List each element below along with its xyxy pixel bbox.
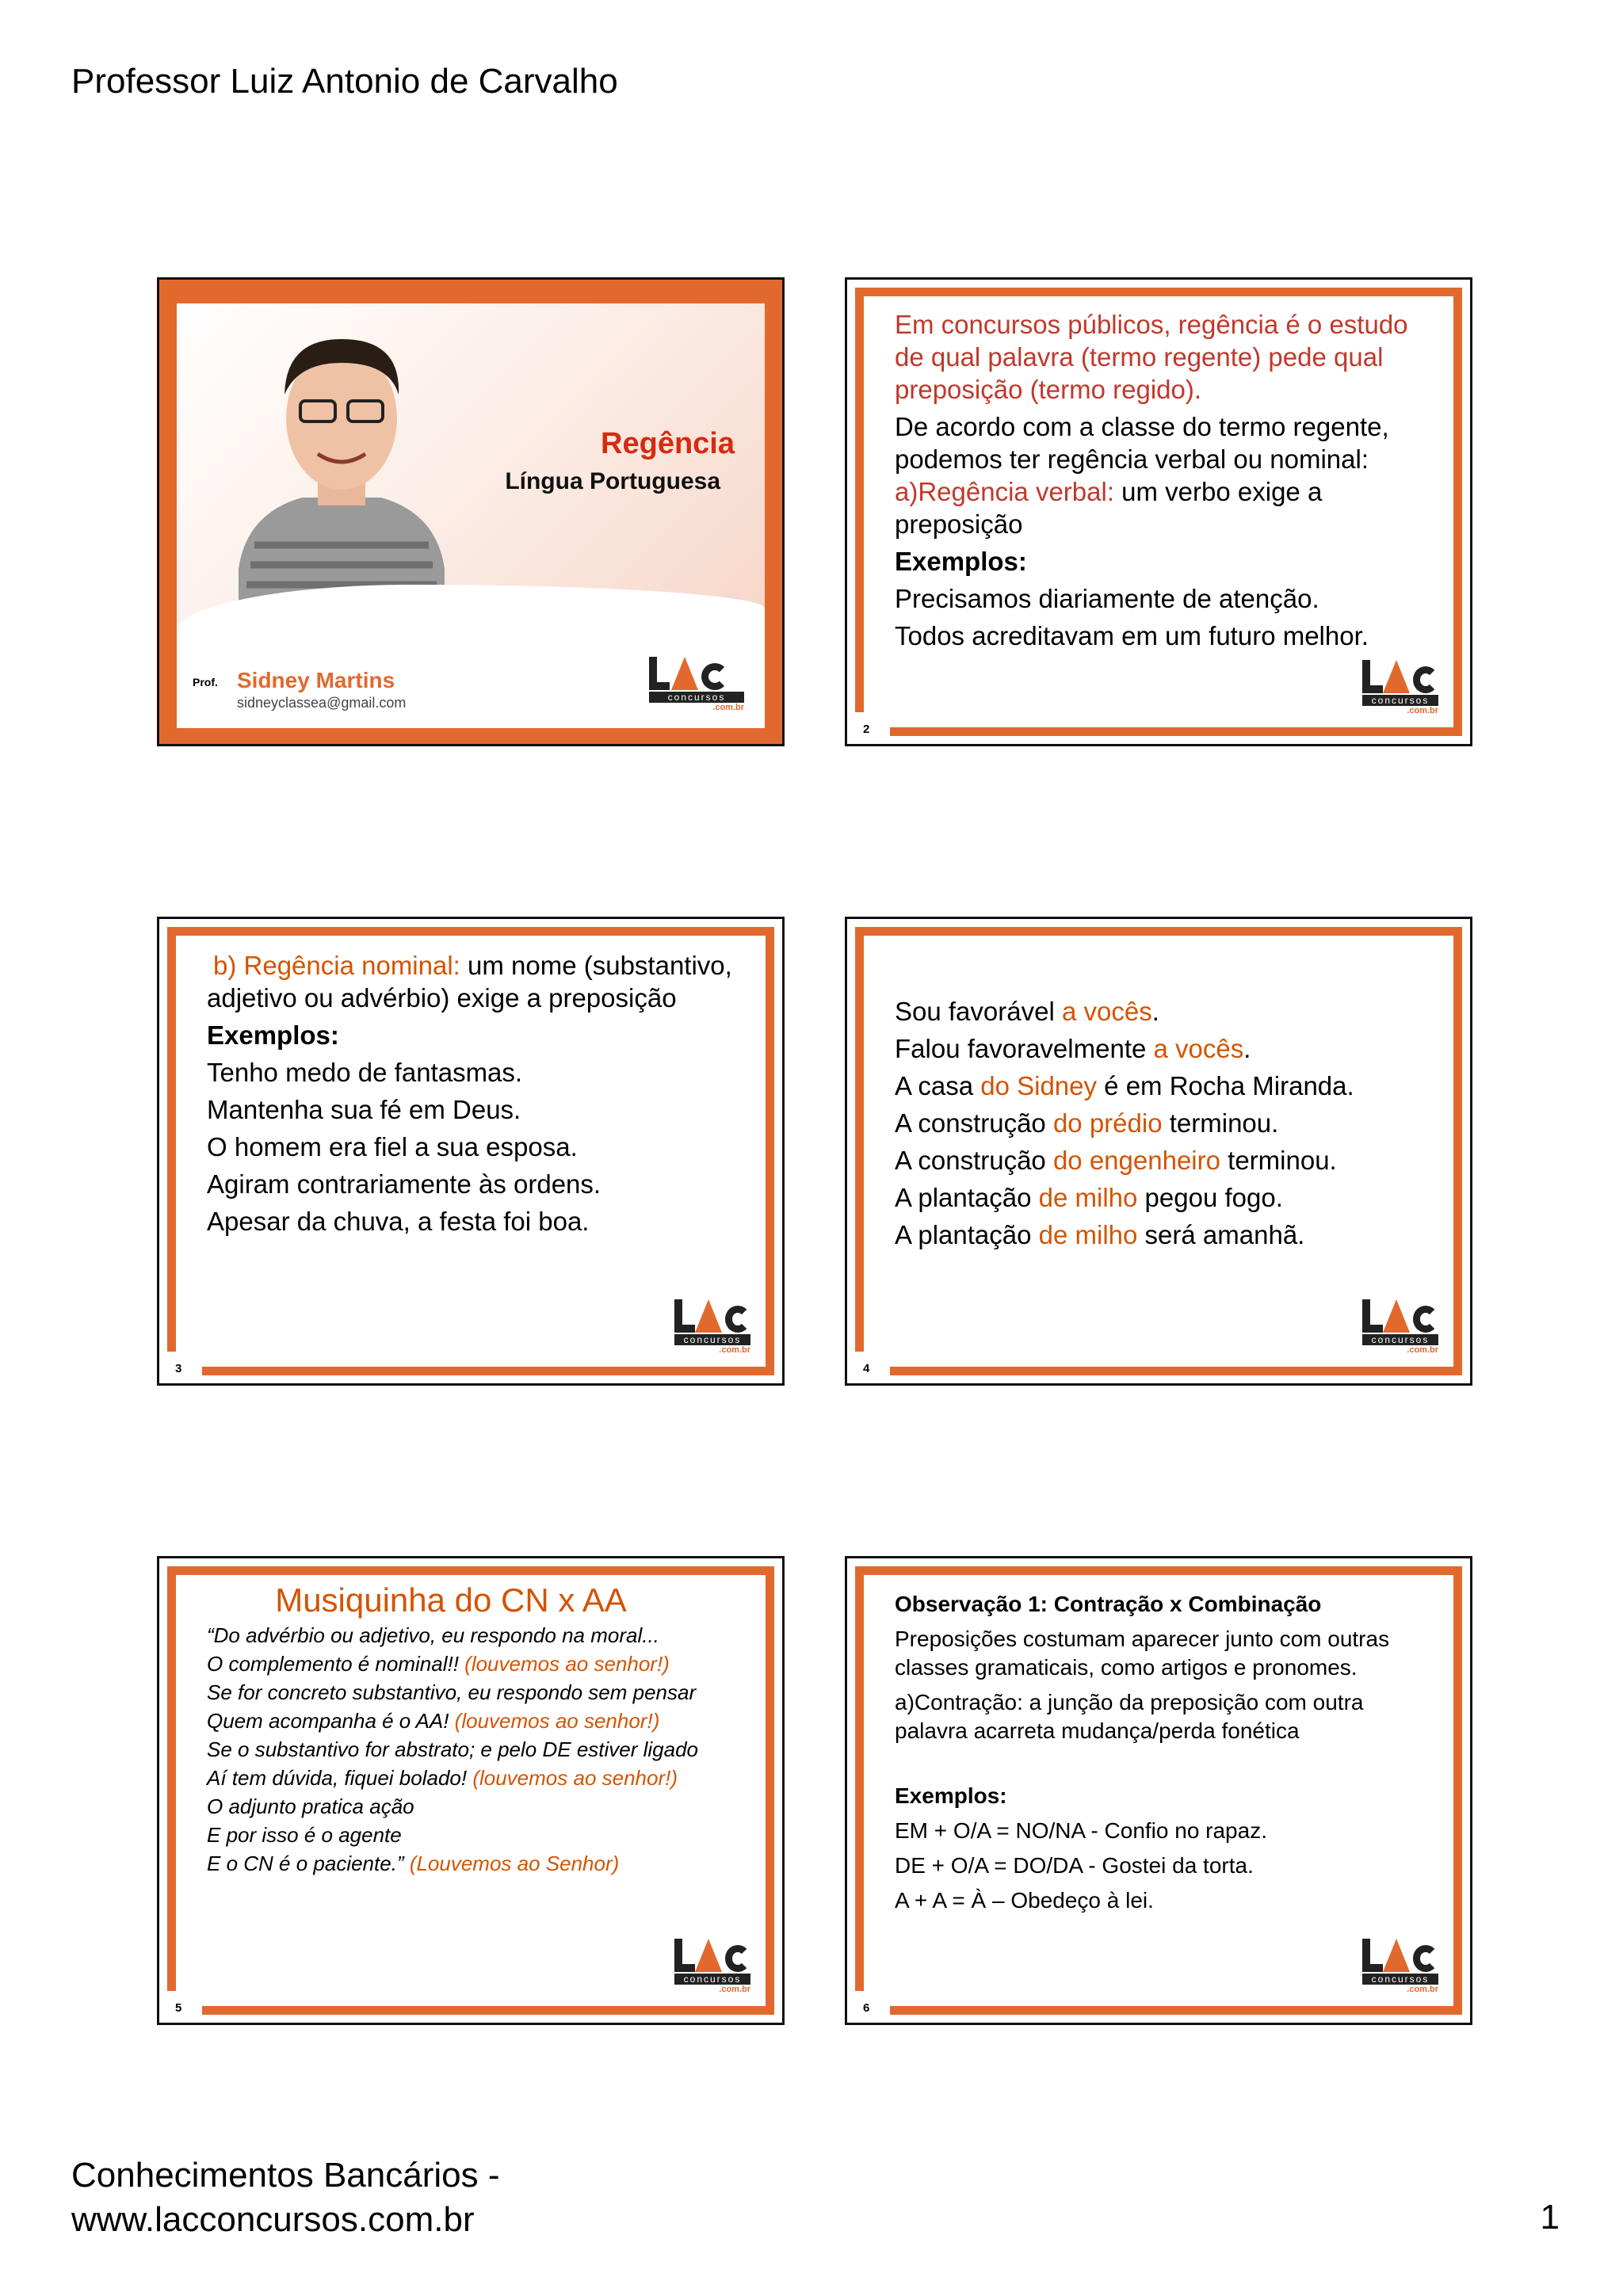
- example: Apesar da chuva, a festa foi boa.: [207, 1207, 590, 1236]
- paragraph: a)Regência verbal: um verbo exige a preposição: [895, 477, 1323, 539]
- examples-label: Exemplos:: [895, 1783, 1007, 1808]
- example-line: A construção do engenheiro terminou.: [895, 1146, 1337, 1175]
- song-line: Se for concreto substantivo, eu respondo sem pensar: [207, 1680, 697, 1704]
- example: O homem era fiel a sua esposa.: [207, 1132, 578, 1161]
- slide-subtitle: Língua Portuguesa: [505, 468, 720, 494]
- example: Precisamos diariamente de atenção.: [895, 584, 1319, 613]
- slide-number: 4: [863, 1362, 870, 1375]
- professor-name: Sidney Martins: [237, 668, 395, 692]
- song-line: Aí tem dúvida, fiquei bolado! (louvemos ao senhor!): [207, 1766, 678, 1790]
- slide-2: [845, 277, 1472, 746]
- slide-5: [157, 1556, 785, 2025]
- footer-url: www.lacconcursos.com.br: [71, 2200, 475, 2239]
- lac-logo: concursos .com.br: [1362, 1298, 1438, 1355]
- song-line: E o CN é o paciente.” (Louvemos ao Senhor): [207, 1852, 620, 1875]
- slide-1: [157, 277, 785, 746]
- slide-title: Regência: [601, 427, 735, 460]
- document-header: Professor Luiz Antonio de Carvalho: [71, 62, 618, 101]
- slide-intro: Em concursos públicos, regência é o estudo de qual palavra (termo regente) pede qual preposição (termo regido).: [895, 310, 1408, 404]
- song-line: Quem acompanha é o AA! (louvemos ao senhor!): [207, 1709, 660, 1733]
- paragraph: a)Contração: a junção da preposição com outra palavra acarreta mudança/perda fonética: [895, 1690, 1364, 1743]
- paragraph: b) Regência nominal: um nome (substantivo, adjetivo ou advérbio) exige a preposição: [207, 951, 732, 1013]
- example-line: A plantação de milho pegou fogo.: [895, 1183, 1283, 1212]
- lac-logo: concursos .com.br: [1362, 658, 1438, 715]
- document-footer: [71, 2153, 499, 2242]
- slide-number: 5: [175, 2001, 182, 2015]
- example: EM + O/A = NO/NA - Confio no rapaz.: [895, 1818, 1267, 1843]
- paragraph: De acordo com a classe do termo regente, podemos ter regência verbal ou nominal:: [895, 412, 1389, 474]
- slide-4: [845, 917, 1472, 1386]
- slide-title: Observação 1: Contração x Combinação: [895, 1592, 1322, 1616]
- song-line: O complemento é nominal!! (louvemos ao senhor!): [207, 1652, 670, 1676]
- song-line: “Do advérbio ou adjetivo, eu respondo na moral...: [207, 1623, 659, 1647]
- page-number: 1: [1540, 2198, 1560, 2237]
- prof-label: Prof.: [193, 676, 218, 688]
- example: Todos acreditavam em um futuro melhor.: [895, 621, 1369, 650]
- slide-6: [845, 1556, 1472, 2025]
- lac-logo: concursos .com.br: [1362, 1937, 1438, 1994]
- slide-number: 2: [863, 723, 870, 736]
- example-line: Sou favorável a vocês.: [895, 997, 1159, 1026]
- slide-number: 3: [175, 1362, 182, 1375]
- example: A + A = À – Obedeço à lei.: [895, 1888, 1154, 1913]
- footer-line: Conhecimentos Bancários -: [71, 2156, 500, 2195]
- professor-email: sidneyclassea@gmail.com: [237, 695, 407, 711]
- example-line: A construção do prédio terminou.: [895, 1108, 1279, 1138]
- slide-title: Musiquinha do CN x AA: [275, 1581, 627, 1619]
- song-line: O adjunto pratica ação: [207, 1794, 414, 1818]
- examples-label: Exemplos:: [207, 1020, 339, 1050]
- song-line: E por isso é o agente: [207, 1823, 402, 1847]
- example: DE + O/A = DO/DA - Gostei da torta.: [895, 1853, 1254, 1878]
- paragraph: Preposições costumam aparecer junto com outras classes gramaticais, como artigos e pronomes.: [895, 1627, 1390, 1680]
- example-line: A casa do Sidney é em Rocha Miranda.: [895, 1071, 1354, 1100]
- example-line: A plantação de milho será amanhã.: [895, 1220, 1305, 1249]
- lac-logo: concursos .com.br: [674, 1937, 750, 1994]
- lac-logo: concursos .com.br: [649, 655, 744, 712]
- examples-label: Exemplos:: [895, 547, 1027, 576]
- example: Mantenha sua fé em Deus.: [207, 1095, 521, 1124]
- lac-logo: concursos .com.br: [674, 1298, 750, 1355]
- example-line: Falou favoravelmente a vocês.: [895, 1034, 1251, 1063]
- example: Tenho medo de fantasmas.: [207, 1058, 523, 1087]
- song-line: Se o substantivo for abstrato; e pelo DE estiver ligado: [207, 1737, 699, 1761]
- slide-3: [157, 917, 785, 1386]
- example: Agiram contrariamente às ordens.: [207, 1169, 601, 1199]
- slide-number: 6: [863, 2001, 870, 2015]
